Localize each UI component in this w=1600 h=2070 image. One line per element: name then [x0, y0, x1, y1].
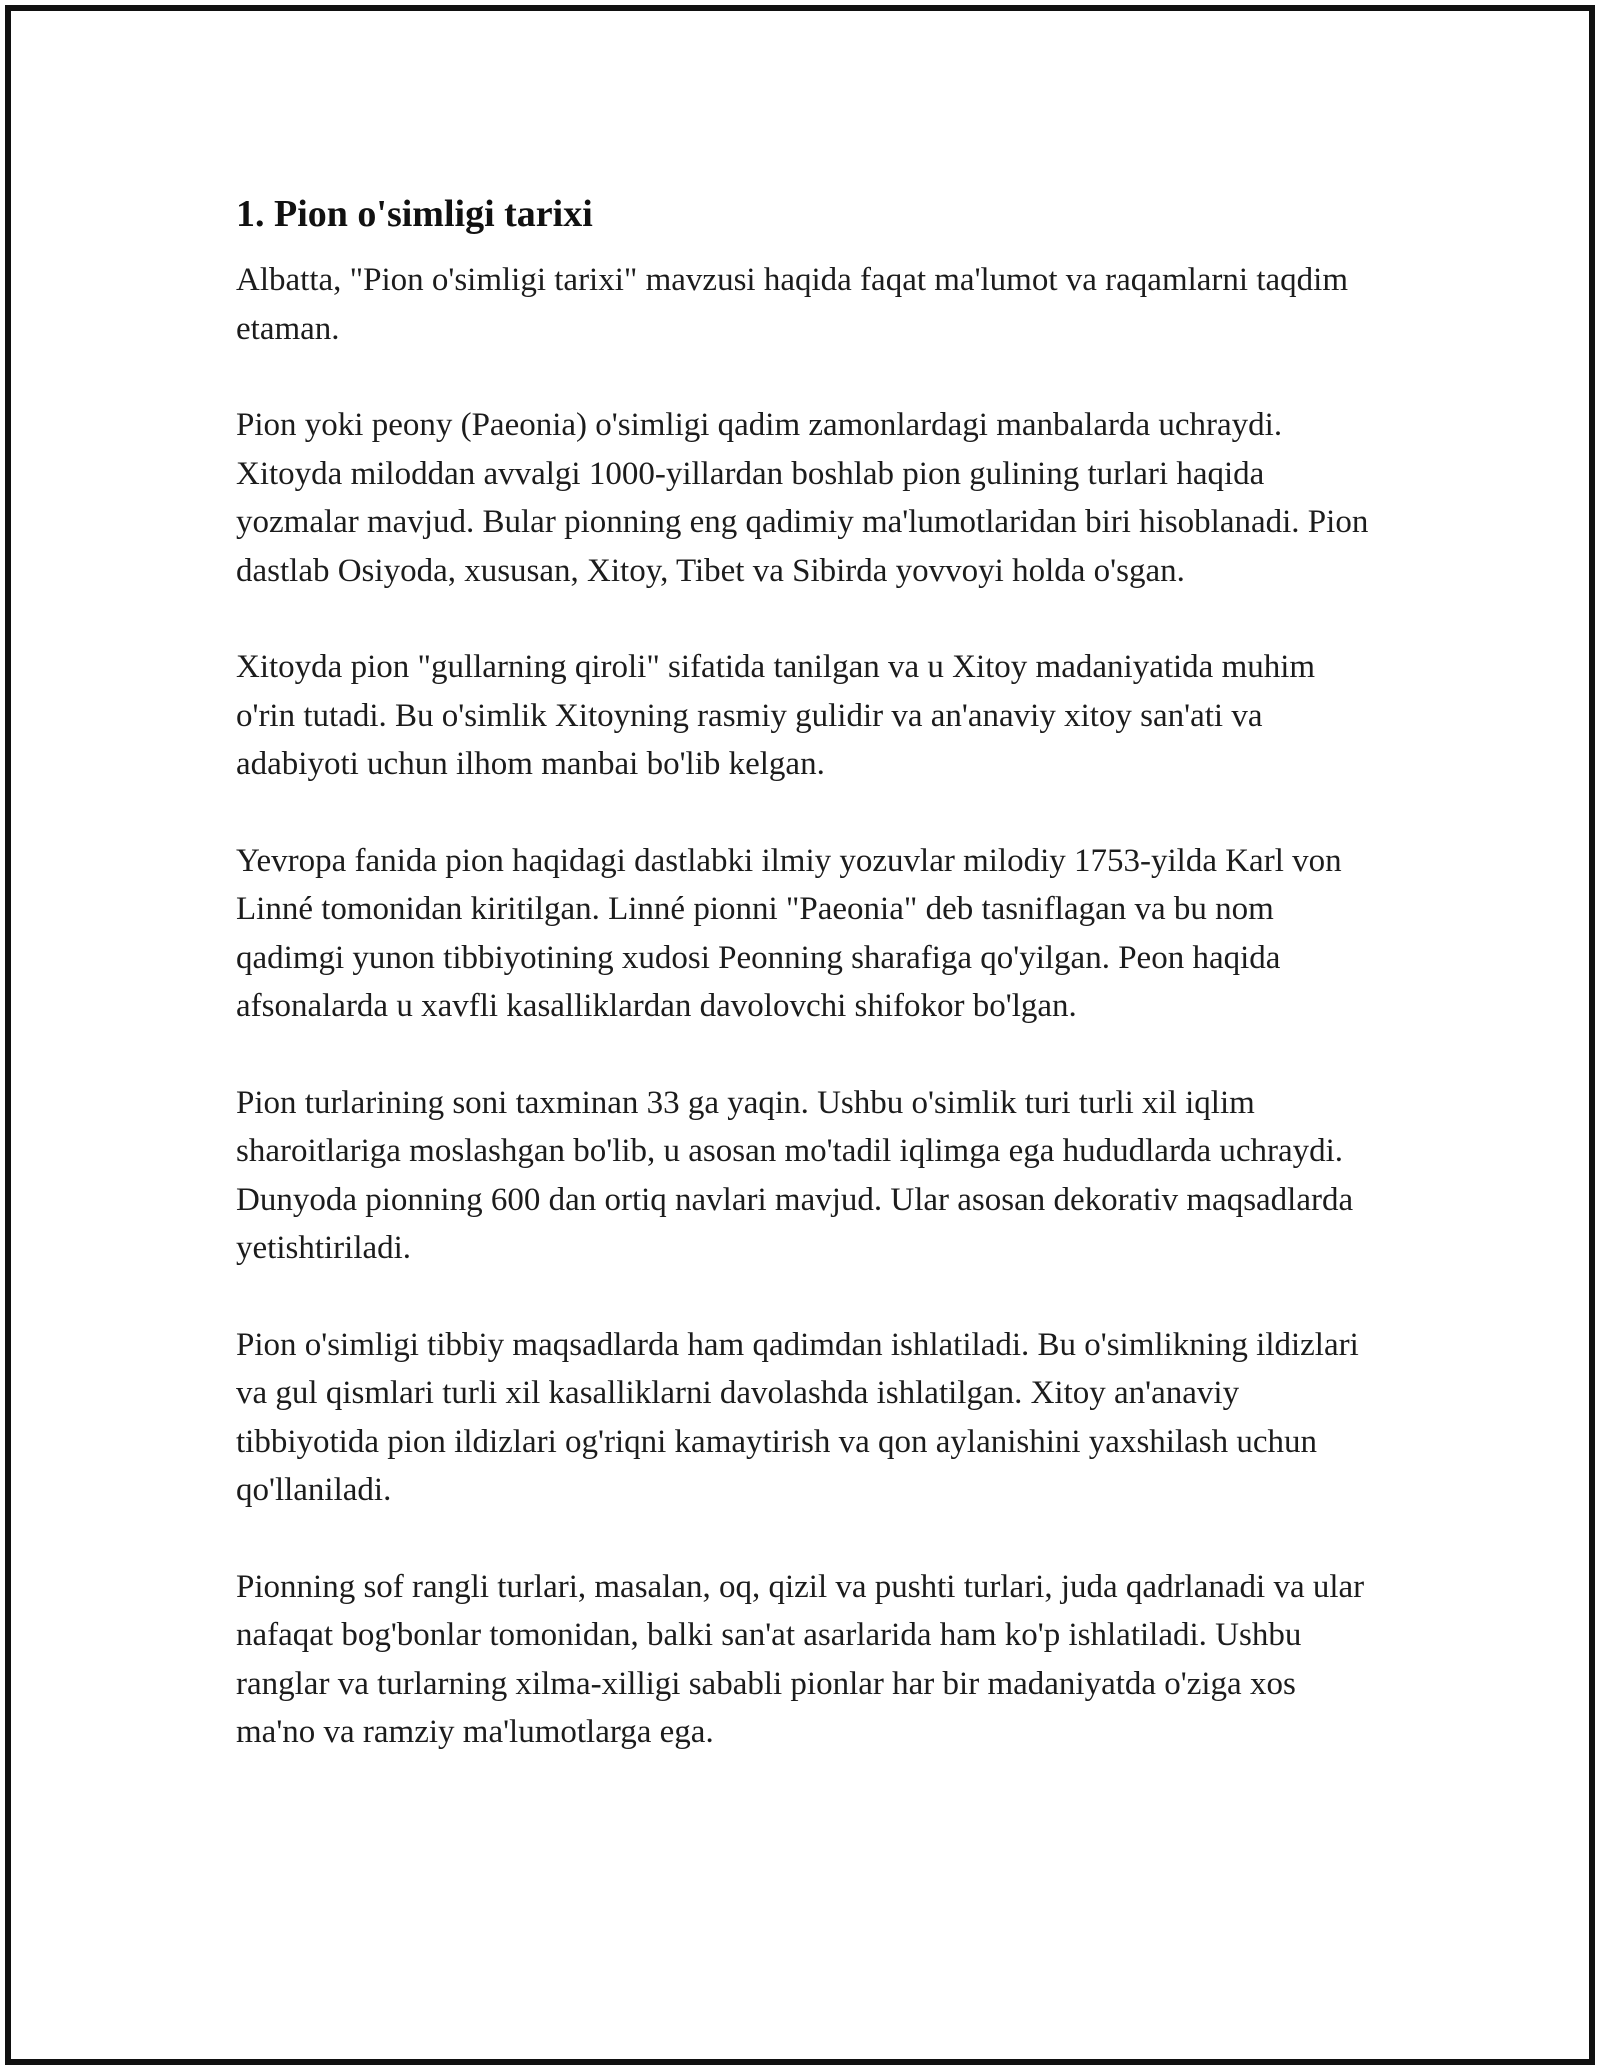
- section-heading: 1. Pion o'simligi tarixi: [236, 193, 593, 235]
- document-body: [236, 186, 1376, 1805]
- paragraph-china-culture: Xitoyda pion "gullarning qiroli" sifatida tanilgan va u Xitoy madaniyatida muhim o'rin tutadi. Bu o'simlik Xitoyning rasmiy gulidir va an'anaviy xitoy san'ati va adabiyoti uchun ilhom manbai bo'lib kelgan.: [236, 649, 1316, 782]
- paragraph-colors: Pionning sof rangli turlari, masalan, oq, qizil va pushti turlari, juda qadrlanadi va ular nafaqat bog'bonlar tomonidan, balki san'at asarlarida ham ko'p ishlatiladi. Ushbu ranglar va turlarning xilma-xilligi sababli pionlar har bir madaniyatda o'ziga xos ma'no va ramziy ma'lumotlarga ega.: [236, 1568, 1365, 1750]
- paragraph-species-count: Pion turlarining soni taxminan 33 ga yaqin. Ushbu o'simlik turi turli xil iqlim sharoitlariga moslashgan bo'lib, u asosan mo'tadil iqlimga ega hududlarda uchraydi. Dunyoda pionning 600 dan ortiq navlari mavjud. Ular asosan dekorativ maqsadlarda yetishtiriladi.: [236, 1084, 1354, 1266]
- paragraph-european-science: Yevropa fanida pion haqidagi dastlabki ilmiy yozuvlar milodiy 1753-yilda Karl von Linné tomonidan kiritilgan. Linné pionni "Paeonia" deb tasniflagan va bu nom qadimgi yunon tibbiyotining xudosi Peonning sharafiga qo'yilgan. Peon haqida afsonalarda u xavfli kasalliklardan davolovchi shifokor bo'lgan.: [236, 842, 1342, 1024]
- paragraph-intro: Albatta, "Pion o'simligi tarixi" mavzusi haqida faqat ma'lumot va raqamlarni taqdim etaman.: [236, 262, 1348, 347]
- paragraph-origins: Pion yoki peony (Paeonia) o'simligi qadim zamonlardagi manbalarda uchraydi. Xitoyda miloddan avvalgi 1000-yillardan boshlab pion gulining turlari haqida yozmalar mavjud. Bular pionning eng qadimiy ma'lumotlaridan biri hisoblanadi. Pion dastlab Osiyoda, xususan, Xitoy, Tibet va Sibirda yovvoyi holda o'sgan.: [236, 407, 1369, 589]
- paragraph-medicinal-use: Pion o'simligi tibbiy maqsadlarda ham qadimdan ishlatiladi. Bu o'simlikning ildizlari va gul qismlari turli xil kasalliklarni davolashda ishlatilgan. Xitoy an'anaviy tibbiyotida pion ildizlari og'riqni kamaytirish va qon aylanishini yaxshilash uchun qo'llaniladi.: [236, 1326, 1359, 1508]
